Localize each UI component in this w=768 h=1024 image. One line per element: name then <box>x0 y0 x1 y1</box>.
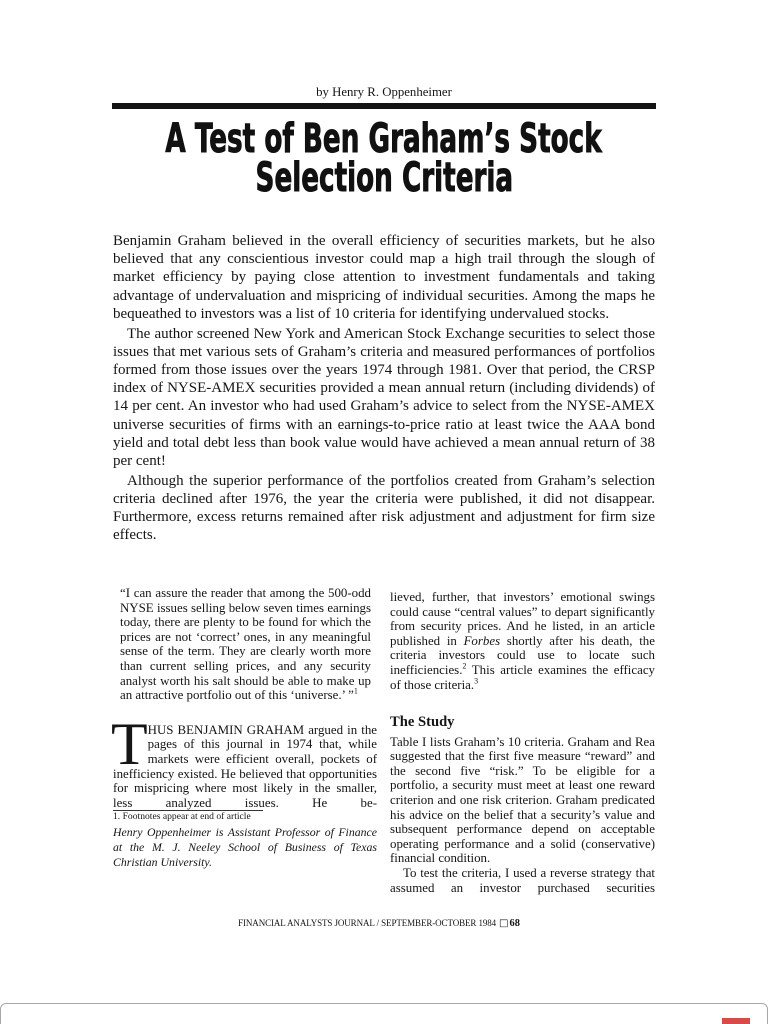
left-column <box>113 586 377 870</box>
article-title-line-2 <box>0 155 768 201</box>
page-number: 68 <box>509 918 520 929</box>
article-title-text-2: Selection Criteria <box>255 155 513 201</box>
section-heading: The Study <box>390 714 455 731</box>
footnote-text: 1. Footnotes appear at end of article <box>113 811 251 823</box>
drop-cap: T <box>111 710 148 777</box>
intro-text: HUS BENJAMIN GRAHAM argued in the pages of this journal in 1974 that, while markets were efficient overall, pockets of inefficiency existed. He believed that opportunities for mispricing where most likely in the smaller, less analyzed issues. He be- <box>113 722 377 810</box>
viewer-frame-edge <box>0 1003 768 1024</box>
article-title-line-1 <box>0 116 768 162</box>
abstract-paragraph-2: The author screened New York and American Stock Exchange securities to select those issues that met various sets of Graham’s criteria and measured performances of portfolios formed from those issues over the years 1974 through 1981. Over that period, the CRSP index of NYSE-AMEX securities provided a mean annual return (including dividends) of 14 per cent. An investor who had used Graham’s advice to select from the NYSE-AMEX universe securities of firms with an earnings-to-price ratio at least twice the AAA bond yield and total debt less than book value would have achieved a mean annual return of 38 per cent! <box>113 325 655 469</box>
byline: by Henry R. Oppenheimer <box>316 85 452 99</box>
article-title-text-1: A Test of Ben Graham’s Stock <box>165 116 603 162</box>
abstract-paragraph-3: Although the superior performance of the portfolios created from Graham’s selection criteria declined after 1976, the year the criteria were published, it did not disappear. Furthermore, excess returns remained after risk adjustment and adjustment for firm size effects. <box>113 472 655 544</box>
footnote-ref-1: 1 <box>353 686 358 696</box>
footnote-ref-2: 2 <box>462 661 467 671</box>
continuation-text-1: lieved, further, that investors’ emotional swings could cause “central values” to depart significantly from security prices. And he listed, in an article published in <box>390 590 655 648</box>
journal-issue-line: FINANCIAL ANALYSTS JOURNAL / SEPTEMBER-OCTOBER 1984 <box>238 918 497 928</box>
page-box-icon: □ <box>499 918 509 929</box>
title-rule <box>112 103 656 109</box>
footnote-ref-3: 3 <box>474 676 479 686</box>
footnote <box>113 810 377 823</box>
study-paragraph-2: To test the criteria, I used a reverse strategy that assumed an investor purchased securities <box>390 866 655 895</box>
abstract-paragraph-1: Benjamin Graham believed in the overall efficiency of securities markets, but he also believed that any conscientious investor could map a high trail through the slough of market efficiency by paying close attention to investment fundamentals and taking advantage of undervaluation and mispricing of individual securities. Among the maps he bequeathed to investors was a list of 10 criteria for identifying undervalued stocks. <box>113 233 655 322</box>
publication-name: Forbes <box>463 633 501 648</box>
continuation-paragraph <box>390 590 655 692</box>
author-note: Henry Oppenheimer is Assistant Professor of Finance at the M. J. Neeley School of Business of Texas Christian University. <box>113 825 377 869</box>
opening-quote <box>120 586 371 703</box>
continuation-text-3: This article examines the efficacy of those criteria. <box>390 662 655 692</box>
right-column <box>390 586 655 895</box>
study-paragraph-1: Table I lists Graham’s 10 criteria. Graham and Rea suggested that the first five measure “reward” and the second five “risk.” To be eligible for a portfolio, a security must meet at least one reward criterion and one risk criterion. Graham predicated his advice on the belief that a security’s value and subsequent performance depend on acceptable operating performance and a solid (conservative) financial condition. <box>390 734 655 866</box>
abstract <box>113 232 655 546</box>
page-footer <box>0 917 758 930</box>
continuation-text-2: shortly after his death, the criteria investors could use to locate such inefficiencies. <box>390 633 655 677</box>
intro-paragraph <box>111 710 377 811</box>
quote-text: “I can assure the reader that among the 500-odd NYSE issues selling below seven times earnings today, there are plenty to be found for which the prices are not ‘correct’ ones, in any meaningful sense of the term. They are clearly worth more than current selling prices, and any security analyst worth his salt should be able to make up an attractive portfolio out of this ‘universe.’ ” <box>120 586 371 703</box>
corner-mark <box>722 1018 750 1024</box>
